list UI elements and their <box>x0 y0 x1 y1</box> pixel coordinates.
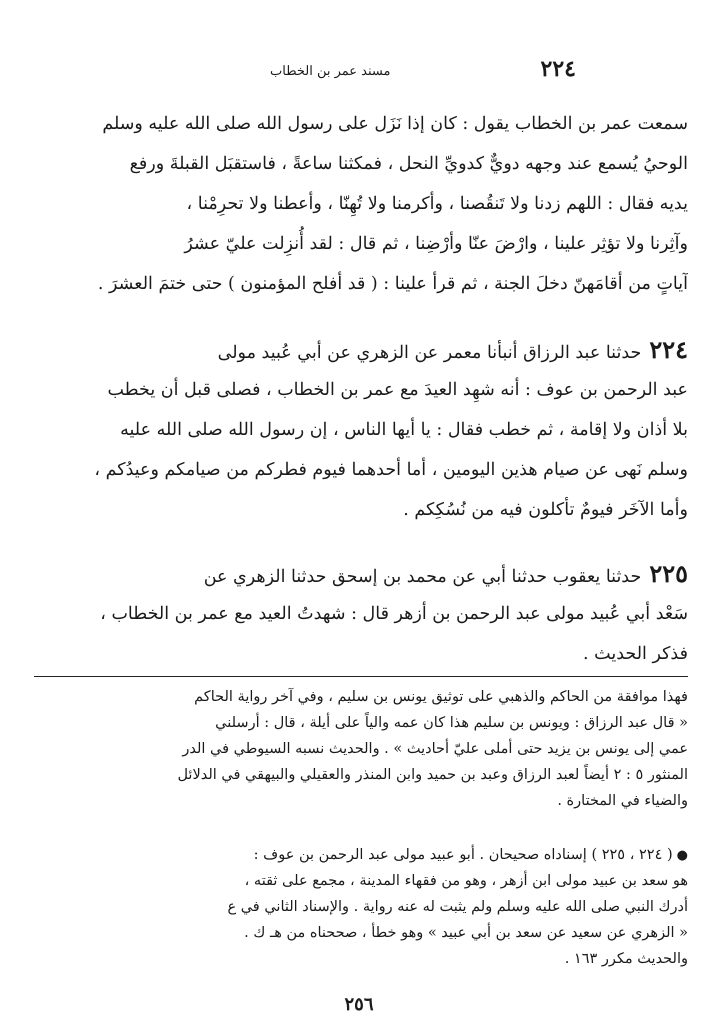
text-line: وآثِرنا ولا تؤثِر علينا ، وارْضَ عنّا وأرْضِنا ، ثم قال : لقد أُنزِلت عليّ عشرُ <box>184 234 688 254</box>
text-line: الوحيُ يُسمع عند وجهه دويٌّ كدويِّ النحل ، فمكثنا ساعةً ، فاستقبَل القبلةَ ورفع <box>129 154 688 174</box>
text-line-content: حدثنا يعقوب حدثنا أبي عن محمد بن إسحق حدثنا الزهري عن <box>203 567 642 587</box>
footnote-line: والضياء في المختارة . <box>557 793 688 809</box>
text-line <box>34 330 688 370</box>
footnote-line: المنثور ٥ : ٢ أيضاً لعبد الرزاق وعبد بن حميد وابن المنذر والعقيلي والبيهقي في الدلائل <box>177 767 688 783</box>
bullet-icon: ● <box>676 848 688 863</box>
text-line: سمعت عمر بن الخطاب يقول : كان إذا نَزَل على رسول الله صلى الله عليه وسلم <box>102 114 688 134</box>
footnote-line: أدرك النبي صلى الله عليه وسلم ولم يثبت له عنه رواية . والإسناد الثاني في ع <box>227 899 688 915</box>
text-line: آياتٍ من أقامَهنّ دخلَ الجنة ، ثم قرأ علينا : ( قد أفلح المؤمنون ) حتى ختمَ العشرَ . <box>97 274 688 294</box>
footnote-line: « قال عبد الرزاق : ويونس بن سليم هذا كان عمه والياً على أيلة ، قال : أرسلني <box>215 715 688 731</box>
hadith-number: ٢٢٥ <box>649 559 688 588</box>
footnote-continuation <box>34 684 688 814</box>
footnote-divider <box>34 676 688 677</box>
header-page-number: ٢٢٤ <box>540 56 576 82</box>
footnote-line: والحديث مكرر ١٦٣ . <box>564 951 688 967</box>
page-header <box>40 56 680 86</box>
footnote-224-225 <box>34 842 688 972</box>
text-line: يديه فقال : اللهم زدنا ولا تَنقُصنا ، وأكرمنا ولا تُهِنّا ، وأعطنا ولا تحرِمْنا ، <box>186 194 688 214</box>
hadith-continuation <box>34 104 688 304</box>
hadith-225 <box>34 554 688 674</box>
text-line: بلا أذان ولا إقامة ، ثم خطب فقال : يا أيها الناس ، إن رسول الله صلى الله عليه <box>120 420 688 440</box>
text-line: وسلم نَهى عن صيام هذين اليومين ، أما أحدهما فيوم فطركم من صيامكم وعيدُكم ، <box>94 460 688 480</box>
footnote-line: « الزهري عن سعيد عن سعد بن أبي عبيد » وهو خطأ ، صححناه من هـ ك . <box>244 925 688 941</box>
text-line: فذكر الحديث . <box>583 644 688 664</box>
running-title: مسند عمر بن الخطاب <box>270 64 391 79</box>
text-line: سَعْد أبي عُبيد مولى عبد الرحمن بن أزهر قال : شهدتُ العيد مع عمر بن الخطاب ، <box>100 604 688 624</box>
footer-page-number: ٢٥٦ <box>344 994 374 1015</box>
text-line <box>34 554 688 594</box>
footnote-line: هو سعد بن عبيد مولى ابن أزهر ، وهو من فقهاء المدينة ، مجمع على ثقته ، <box>244 873 688 889</box>
hadith-number: ٢٢٤ <box>649 335 688 364</box>
footnote-line: عمي إلى يونس بن يزيد حتى أملى عليّ أحاديث » . والحديث نسبه السيوطي في الدر <box>182 741 688 757</box>
text-line: وأما الآخَر فيومٌ تأكلون فيه من نُسُكِكم . <box>403 500 688 520</box>
footnote-line <box>34 842 688 868</box>
text-line-content: حدثنا عبد الرزاق أنبأنا معمر عن الزهري عن أبي عُبيد مولى <box>217 343 642 363</box>
footnote-line-content: ( ٢٢٤ ، ٢٢٥ ) إسناداه صحيحان . أبو عبيد مولى عبد الرحمن بن عوف : <box>253 847 673 863</box>
text-line: عبد الرحمن بن عوف : أنه شهِد العيدَ مع عمر بن الخطاب ، فصلى قبل أن يخطب <box>107 380 688 400</box>
footnote-line: فهذا موافقة من الحاكم والذهبي على توثيق يونس بن سليم ، وفي آخر رواية الحاكم <box>194 689 688 705</box>
hadith-224 <box>34 330 688 530</box>
